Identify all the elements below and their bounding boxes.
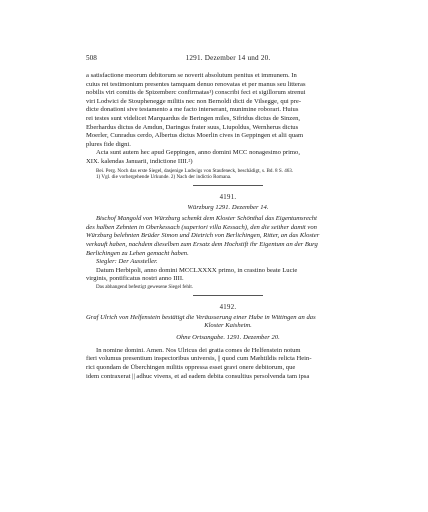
document-number: 4192. — [219, 303, 237, 311]
regest-line: Würzburg belehnten Brüder Simon und Dietrich von Berlichingen, Ritter, an das Kloster — [86, 232, 320, 240]
page-number: 508 — [86, 54, 97, 62]
text-line: rici quondam de Überchingen militis oppressa esset gravi onere debitorum, que — [86, 364, 296, 372]
document-date: Würzburg 1291. Dezember 14. — [187, 204, 269, 212]
text-line: Acta sunt autem hec apud Geppingen, anno domini MCC nonagesimo primo, — [96, 149, 301, 157]
section-divider — [193, 295, 263, 296]
regest-line: Berlichingen zu Lehen gemacht haben. — [86, 249, 189, 257]
regest-line: Kloster Kaisheim. — [204, 322, 252, 330]
text-line: plures fide digni. — [86, 140, 131, 148]
text-line: a satisfactione meorum debitorum se noverit absolutum penitus et immunem. In — [86, 72, 297, 79]
text-line: fieri volumus presentium inspectoribus universis, || quod cum Mæhtildis relicta Hein- — [86, 355, 312, 363]
continued-charter-text — [86, 72, 370, 149]
document-date: Ohne Ortsangabe. 1291. Dezember 20. — [176, 333, 280, 341]
text-line: viri Lodwici de Stouphenegge militis nec non Bernoldi dicti de Vilsegge, qui pre- — [86, 97, 302, 105]
regest-line: des halben Zehnten in Oberkessach (superiori villa Kessach), den die seither damit von — [86, 223, 317, 231]
seal-note: Das abhangend befestigt gewesene Siegel fehlt. — [96, 283, 194, 290]
text-line: dicte donationi sive testamento a me facto interserant, munimine roborari. Huius — [86, 106, 299, 114]
text-line: virginis, pontificatus nostri anno IIII. — [86, 275, 184, 283]
page-body — [86, 72, 370, 381]
source-note: Bei. Perg. Noch das erste Siegel, dasjenige Ludwigs von Staufeneck, beschädigt, s. Bd. 8 S. 463. — [96, 167, 294, 174]
page-header — [86, 54, 370, 63]
regest-line: verkauft haben, nachdem dieselben zum Ersatz dem Hochstift ihr Eigentum an der Burg — [86, 240, 318, 248]
document-4191 — [86, 194, 370, 291]
regest-line: Graf Ulrich von Helfenstein bestätigt die Veräusserung einer Hube in Wittingen an das — [86, 313, 316, 321]
regest-line: Bischof Mangold von Würzburg schenkt dem Kloster Schönthal das Eigentumsrecht — [96, 215, 317, 223]
apparatus-notes — [86, 168, 370, 182]
text-line: nobilis viri comitis de Spizemberc confirmatas¹) conscribi feci et sigillorum strenui — [86, 89, 306, 97]
text-line: XIX. kalendas Januarii, indictione IIII.²) — [86, 157, 193, 165]
sealer-line: Siegler: Der Aussteller. — [96, 258, 158, 266]
running-title: 1291. Dezember 14 und 20. — [185, 54, 271, 62]
text-line: In nomine domini. Amen. Nos Ulricus dei gratia comes de Helfenstein notum — [96, 346, 301, 354]
document-4192 — [86, 304, 370, 382]
footnotes: 1) Vgl. die vorhergehende Urkunde. 2) Nach der indictio Romana. — [96, 174, 232, 181]
document-number: 4191. — [219, 194, 237, 202]
text-line: Moerler, Cunradus cerdo, Albertus dictus Moerlin cives in Geppingen et alii quam — [86, 132, 304, 140]
text-line: idem contraxerat || adhuc vivens, et ad eadem debita consultius persolvenda tam ipsa — [86, 372, 310, 380]
section-divider — [193, 185, 263, 186]
text-line: Datum Herbipoli, anno domini MCCLXXXX primo, in crastino beate Lucie — [96, 266, 298, 274]
text-line: rei testes sunt videlicet Marquardus de Beringen miles, Sifridus dictus de Sinzen, — [86, 114, 301, 122]
text-line: Eberhardus dictus de Amdun, Daringus frater suus, Liupoldus, Wernherus dictus — [86, 123, 299, 131]
acta-paragraph — [86, 149, 370, 166]
text-line: cuius rei testimonium presentes tamquam denuo renovatas et per manus seu litteras — [86, 80, 306, 88]
